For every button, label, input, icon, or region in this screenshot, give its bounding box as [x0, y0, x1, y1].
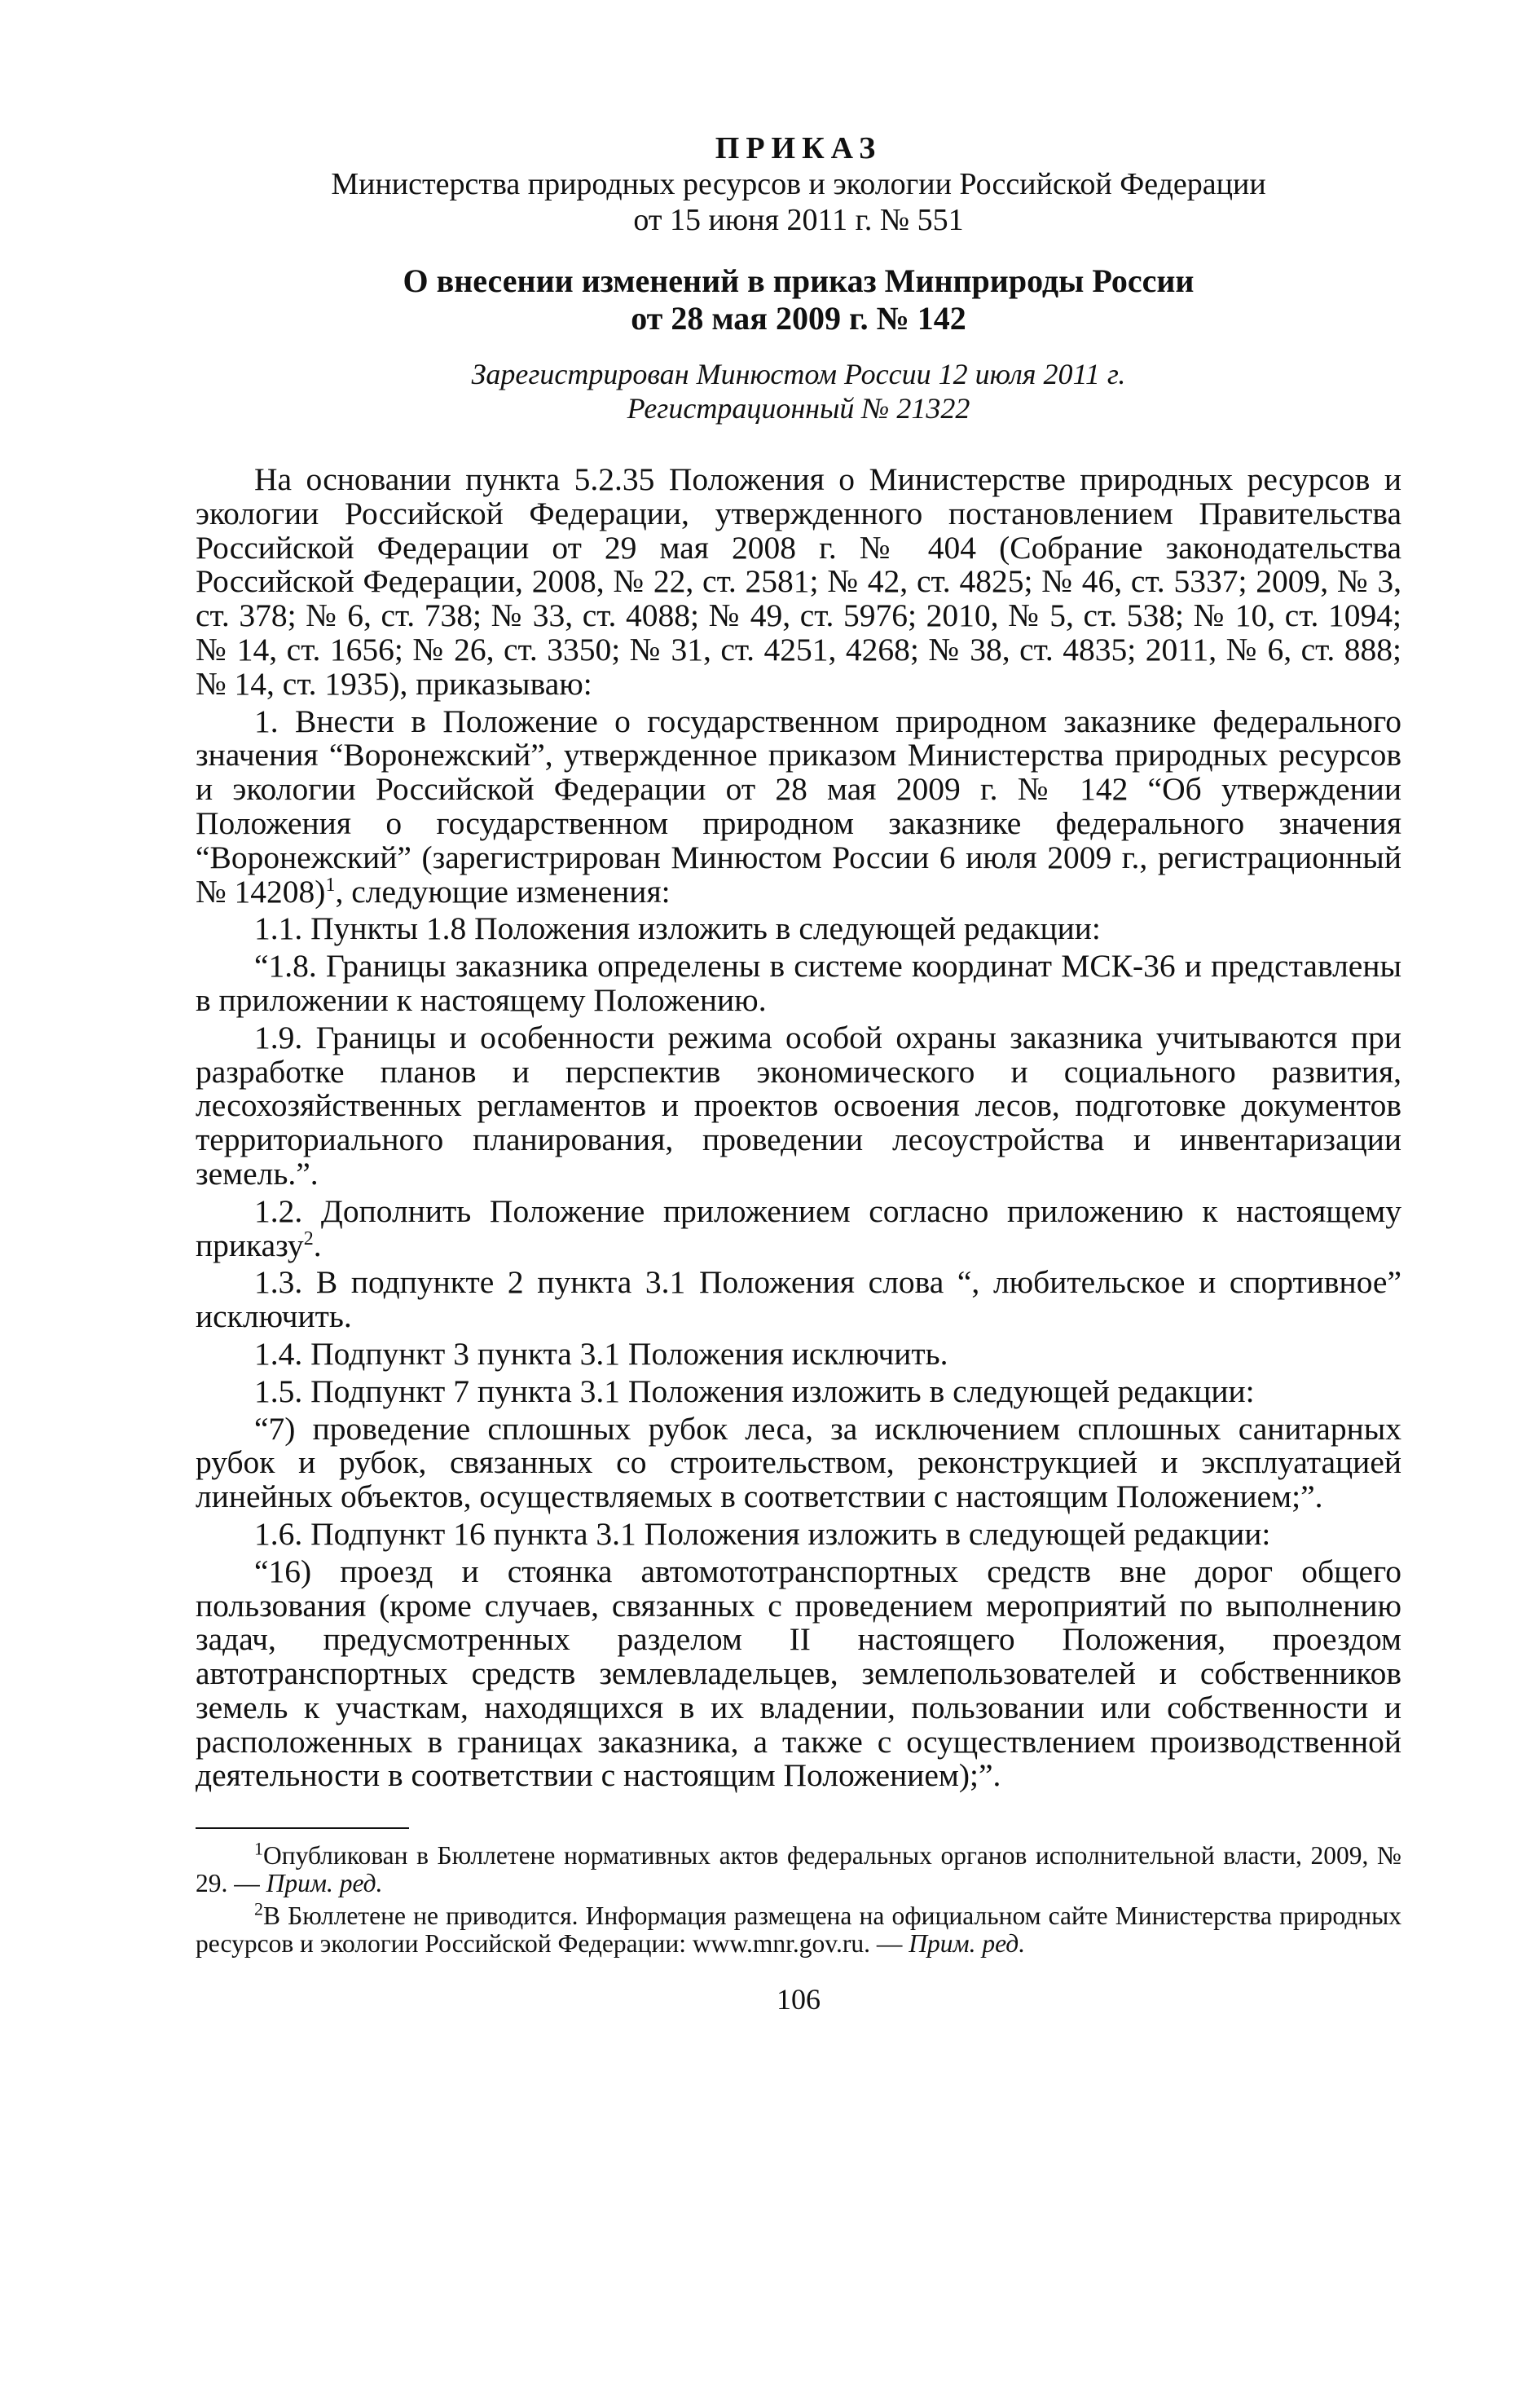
item-1-2-tail: . — [313, 1227, 322, 1263]
footnote-1-mark: 1 — [254, 1838, 263, 1859]
registration-line-1: Зарегистрирован Минюстом России 12 июля 2011 г. — [471, 358, 1126, 390]
order-subject-line-1: О внесении изменений в приказ Минприроды России — [403, 262, 1195, 299]
item-1-2-text: 1.2. Дополнить Положение приложением согласно приложению к настоящему приказу — [196, 1192, 1401, 1263]
clause-1-9-paragraph: 1.9. Границы и особенности режима особой охраны заказника учитываются при разработке планов и перспектив экономического и социального развития, лесохозяйственных регламентов и проектов освоения лесов, подготовке документов территориального планирования, проведении лесоустройства и инвентаризации земель.”. — [196, 1019, 1401, 1192]
footnote-2 — [196, 1898, 1401, 1959]
order-body — [196, 463, 1401, 1793]
issuing-ministry: Министерства природных ресурсов и экологии Российской Федерации — [331, 167, 1266, 201]
subclause-7-paragraph: “7) проведение сплошных рубок леса, за исключением сплошных санитарных рубок и рубок, связанных со строительством, реконструкцией и эксплуатацией линейных объектов, осуществляемых в соответствии с настоящим Положением;”. — [196, 1410, 1401, 1515]
footnote-ref-2: 2 — [303, 1227, 314, 1249]
footnote-1-text: Опубликован в Бюллетене нормативных актов федеральных органов исполнительной власти, 2009, № 29. — — [196, 1841, 1401, 1898]
footnote-ref-1: 1 — [325, 874, 336, 896]
item-1-paragraph — [196, 705, 1401, 910]
item-1-3-paragraph: 1.3. В подпункте 2 пункта 3.1 Положения слова “, любительское и спортивное” исключить. — [196, 1264, 1401, 1335]
footnote-divider — [196, 1827, 409, 1829]
document-title: ПРИКАЗ — [715, 131, 882, 165]
item-1-4-paragraph: 1.4. Подпункт 3 пункта 3.1 Положения исключить. — [254, 1335, 948, 1372]
footnote-1 — [196, 1838, 1401, 1898]
footnote-2-mark: 2 — [254, 1898, 263, 1919]
item-1-tail: , следующие изменения: — [335, 873, 671, 910]
item-1-5-paragraph: 1.5. Подпункт 7 пункта 3.1 Положения изложить в следующей редакции: — [254, 1373, 1255, 1409]
order-subject-line-2: от 28 мая 2009 г. № 142 — [631, 300, 966, 337]
footnote-2-text: В Бюллетене не приводится. Информация размещена на официальном сайте Министерства природных ресурсов и экологии Российской Федерации: www.mnr.gov.ru. — — [196, 1901, 1401, 1959]
registration-line-2: Регистрационный № 21322 — [627, 392, 970, 425]
order-date-number: от 15 июня 2011 г. № 551 — [633, 203, 964, 237]
page-number: 106 — [777, 1983, 821, 2016]
clause-1-8-paragraph: “1.8. Границы заказника определены в системе координат МСК-36 и представлены в приложении к настоящему Положению. — [196, 948, 1401, 1018]
item-1-1-paragraph: 1.1. Пункты 1.8 Положения изложить в следующей редакции: — [254, 910, 1101, 947]
item-1-2-paragraph — [196, 1192, 1401, 1263]
document-page — [196, 130, 1401, 2016]
subclause-16-paragraph: “16) проезд и стоянка автомототранспортных средств вне дорог общего пользования (кроме случаев, связанных с проведением мероприятий по выполнению задач, предусмотренных разделом II настоящего Положения, проездом автотранспортных средств землевладельцев, землепользователей и собственников земель к участкам, находящихся в их владении, пользовании или собственности и расположенных в границах заказника, а также с осуществлением производственной деятельности в соответствии с настоящим Положением);”. — [196, 1553, 1401, 1794]
footnote-2-editor-note: Прим. ред. — [909, 1929, 1026, 1959]
preamble-paragraph: На основании пункта 5.2.35 Положения о Министерстве природных ресурсов и экологии Российской Федерации, утвержденного постановлением Правительства Российской Федерации от 29 мая 2008 г. № 404 (Собрание законодательства Российской Федерации, 2008, № 22, ст. 2581; № 42, ст. 4825; № 46, ст. 5337; 2009, № 3, ст. 378; № 6, ст. 738; № 33, ст. 4088; № 49, ст. 5976; 2010, № 5, ст. 538; № 10, ст. 1094; № 14, ст. 1656; № 26, ст. 3350; № 31, ст. 4251, 4268; № 38, ст. 4835; 2011, № 6, ст. 888; № 14, ст. 1935), приказываю: — [196, 461, 1401, 702]
item-1-text: 1. Внести в Положение о государственном природном заказнике федерального значения “Воронежский”, утвержденное приказом Министерства природных ресурсов и экологии Российской Федерации от 28 мая 2009 г. № 142 “Об утверждении Положения о государственном природном заказнике федерального значения “Воронежский” (зарегистрирован Минюстом России 6 июля 2009 г., регистрационный № 14208) — [196, 703, 1401, 910]
footnote-1-editor-note: Прим. ред. — [266, 1869, 383, 1898]
item-1-6-paragraph: 1.6. Подпункт 16 пункта 3.1 Положения изложить в следующей редакции: — [254, 1515, 1271, 1552]
